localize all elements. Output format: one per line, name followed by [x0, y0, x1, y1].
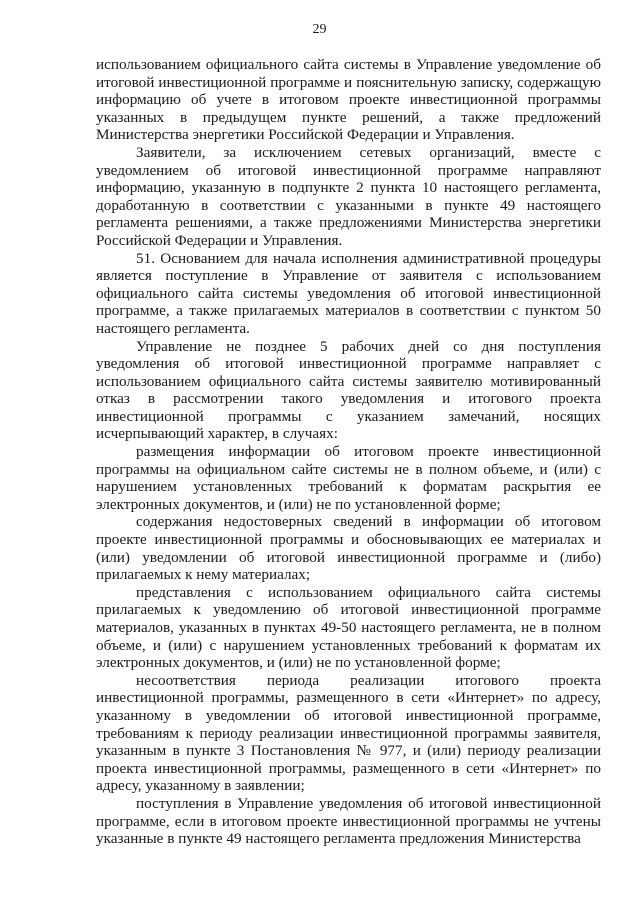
paragraph-case-proposals-not-considered: поступления в Управление уведомления об итоговой инвестиционной программе, если в итоговом проекте инвестиционной программы не учтены указанные в пункте 49 настоящего регламента предложения Министерства	[96, 794, 601, 848]
document-body	[96, 56, 601, 848]
paragraph-applicants: Заявители, за исключением сетевых организаций, вместе с уведомлением об итоговой инвестиционной программе направляют информацию, указанную в подпункте 2 пункта 10 настоящего регламента, доработанную в соответствии с указанными в пункте 49 настоящего регламента решениями, а также предложениями Министерства энергетики Российской Федерации и Управления.	[96, 143, 601, 249]
paragraph-case-period-mismatch: несоответствия периода реализации итогового проекта инвестиционной программы, размещенного в сети «Интернет» по адресу, указанному в уведомлении об итоговой инвестиционной программе, требованиям к периоду реализации инвестиционной программы заявителя, указанным в пункте 3 Постановления № 977, и (или) периоду реализации проекта инвестиционной программы, размещенного в сети «Интернет» по адресу, указанному в заявлении;	[96, 671, 601, 795]
paragraph-refusal-conditions: Управление не позднее 5 рабочих дней со дня поступления уведомления об итоговой инвестиционной программе направляет с использованием официального сайта системы заявителю мотивированный отказ в рассмотрении такого уведомления и итогового проекта инвестиционной программы с указанием замечаний, носящих исчерпывающий характер, в случаях:	[96, 337, 601, 443]
page-number: 29	[312, 22, 327, 37]
paragraph-continuation: использованием официального сайта системы в Управление уведомление об итоговой инвестиционной программе и пояснительную записку, содержащую информацию об учете в итоговом проекте инвестиционной программы указанных в предыдущем пункте решений, а также предложений Министерства энергетики Российской Федерации и Управления.	[96, 56, 601, 144]
paragraph-case-false-data: содержания недостоверных сведений в информации об итоговом проекте инвестиционной программы и обосновывающих ее материалах и (или) уведомлении об итоговой инвестиционной программе и (либо) прилагаемых к нему материалах;	[96, 513, 601, 584]
paragraph-case-incomplete-materials: представления с использованием официального сайта системы прилагаемых к уведомлению об итоговой инвестиционной программе материалов, указанных в пунктах 49-50 настоящего регламента, не в полном объеме, и (или) с нарушением установленных требований к форматам их электронных документов, и (или) не по установленной форме;	[96, 583, 601, 672]
paragraph-clause-51: 51. Основанием для начала исполнения административной процедуры является поступление в Управление от заявителя с использованием официального сайта системы уведомления об итоговой инвестиционной программе, а также прилагаемых материалов в соответствии с пунктом 50 настоящего регламента.	[96, 249, 601, 337]
paragraph-case-incomplete-info: размещения информации об итоговом проекте инвестиционной программы на официальном сайте системы не в полном объеме, и (или) с нарушением установленных требований к форматам раскрытия ее электронных документов, и (или) не по установленной форме;	[96, 443, 601, 513]
